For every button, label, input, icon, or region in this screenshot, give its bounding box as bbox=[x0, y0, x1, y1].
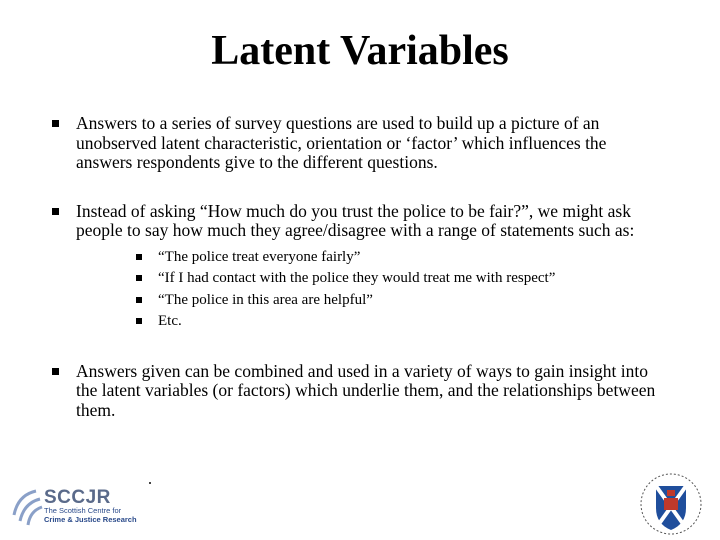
bullet-item bbox=[48, 114, 658, 173]
sub-bullet-text: Etc. bbox=[158, 313, 182, 329]
sub-bullet-list bbox=[136, 247, 658, 333]
sccjr-logo-subtitle bbox=[44, 506, 144, 524]
sccjr-logo-name: SCCJR bbox=[44, 487, 111, 508]
square-bullet-icon bbox=[136, 254, 142, 260]
square-bullet-icon bbox=[52, 120, 59, 127]
sub-bullet-item bbox=[136, 311, 658, 333]
square-bullet-icon bbox=[52, 208, 59, 215]
sub-bullet-item bbox=[136, 290, 658, 312]
square-bullet-icon bbox=[136, 318, 142, 324]
sccjr-logo-line2: Crime & Justice Research bbox=[44, 515, 137, 524]
square-bullet-icon bbox=[136, 297, 142, 303]
sub-bullet-item bbox=[136, 268, 658, 290]
stray-dot bbox=[149, 482, 151, 484]
bullet-list bbox=[48, 114, 658, 420]
sub-bullet-text: “The police in this area are helpful” bbox=[158, 291, 373, 308]
bullet-item bbox=[48, 362, 658, 421]
square-bullet-icon bbox=[52, 368, 59, 375]
bullet-text: Answers given can be combined and used in a variety of ways to gain insight into the latent variables (or factors) which underlie them, and the relationships between them. bbox=[76, 360, 656, 420]
bullet-text: Answers to a series of survey questions are used to build up a picture of an unobserved latent characteristic, orientation or ‘factor’ which influences the answers respondents give to the different questions. bbox=[76, 113, 607, 172]
sub-bullet-item bbox=[136, 247, 658, 269]
university-of-edinburgh-crest-icon bbox=[634, 468, 708, 536]
sccjr-logo-line1: The Scottish Centre for bbox=[44, 506, 122, 515]
sub-bullet-text: “If I had contact with the police they would treat me with respect” bbox=[158, 270, 556, 286]
bullet-text: Instead of asking “How much do you trust the police to be fair?”, we might ask people to say how much they agree/disagree with a range of statements such as: bbox=[76, 200, 635, 240]
sub-bullet-text: “The police treat everyone fairly” bbox=[158, 248, 361, 265]
square-bullet-icon bbox=[136, 275, 142, 281]
bullet-item bbox=[48, 202, 658, 333]
slide-title: Latent Variables bbox=[211, 28, 509, 74]
